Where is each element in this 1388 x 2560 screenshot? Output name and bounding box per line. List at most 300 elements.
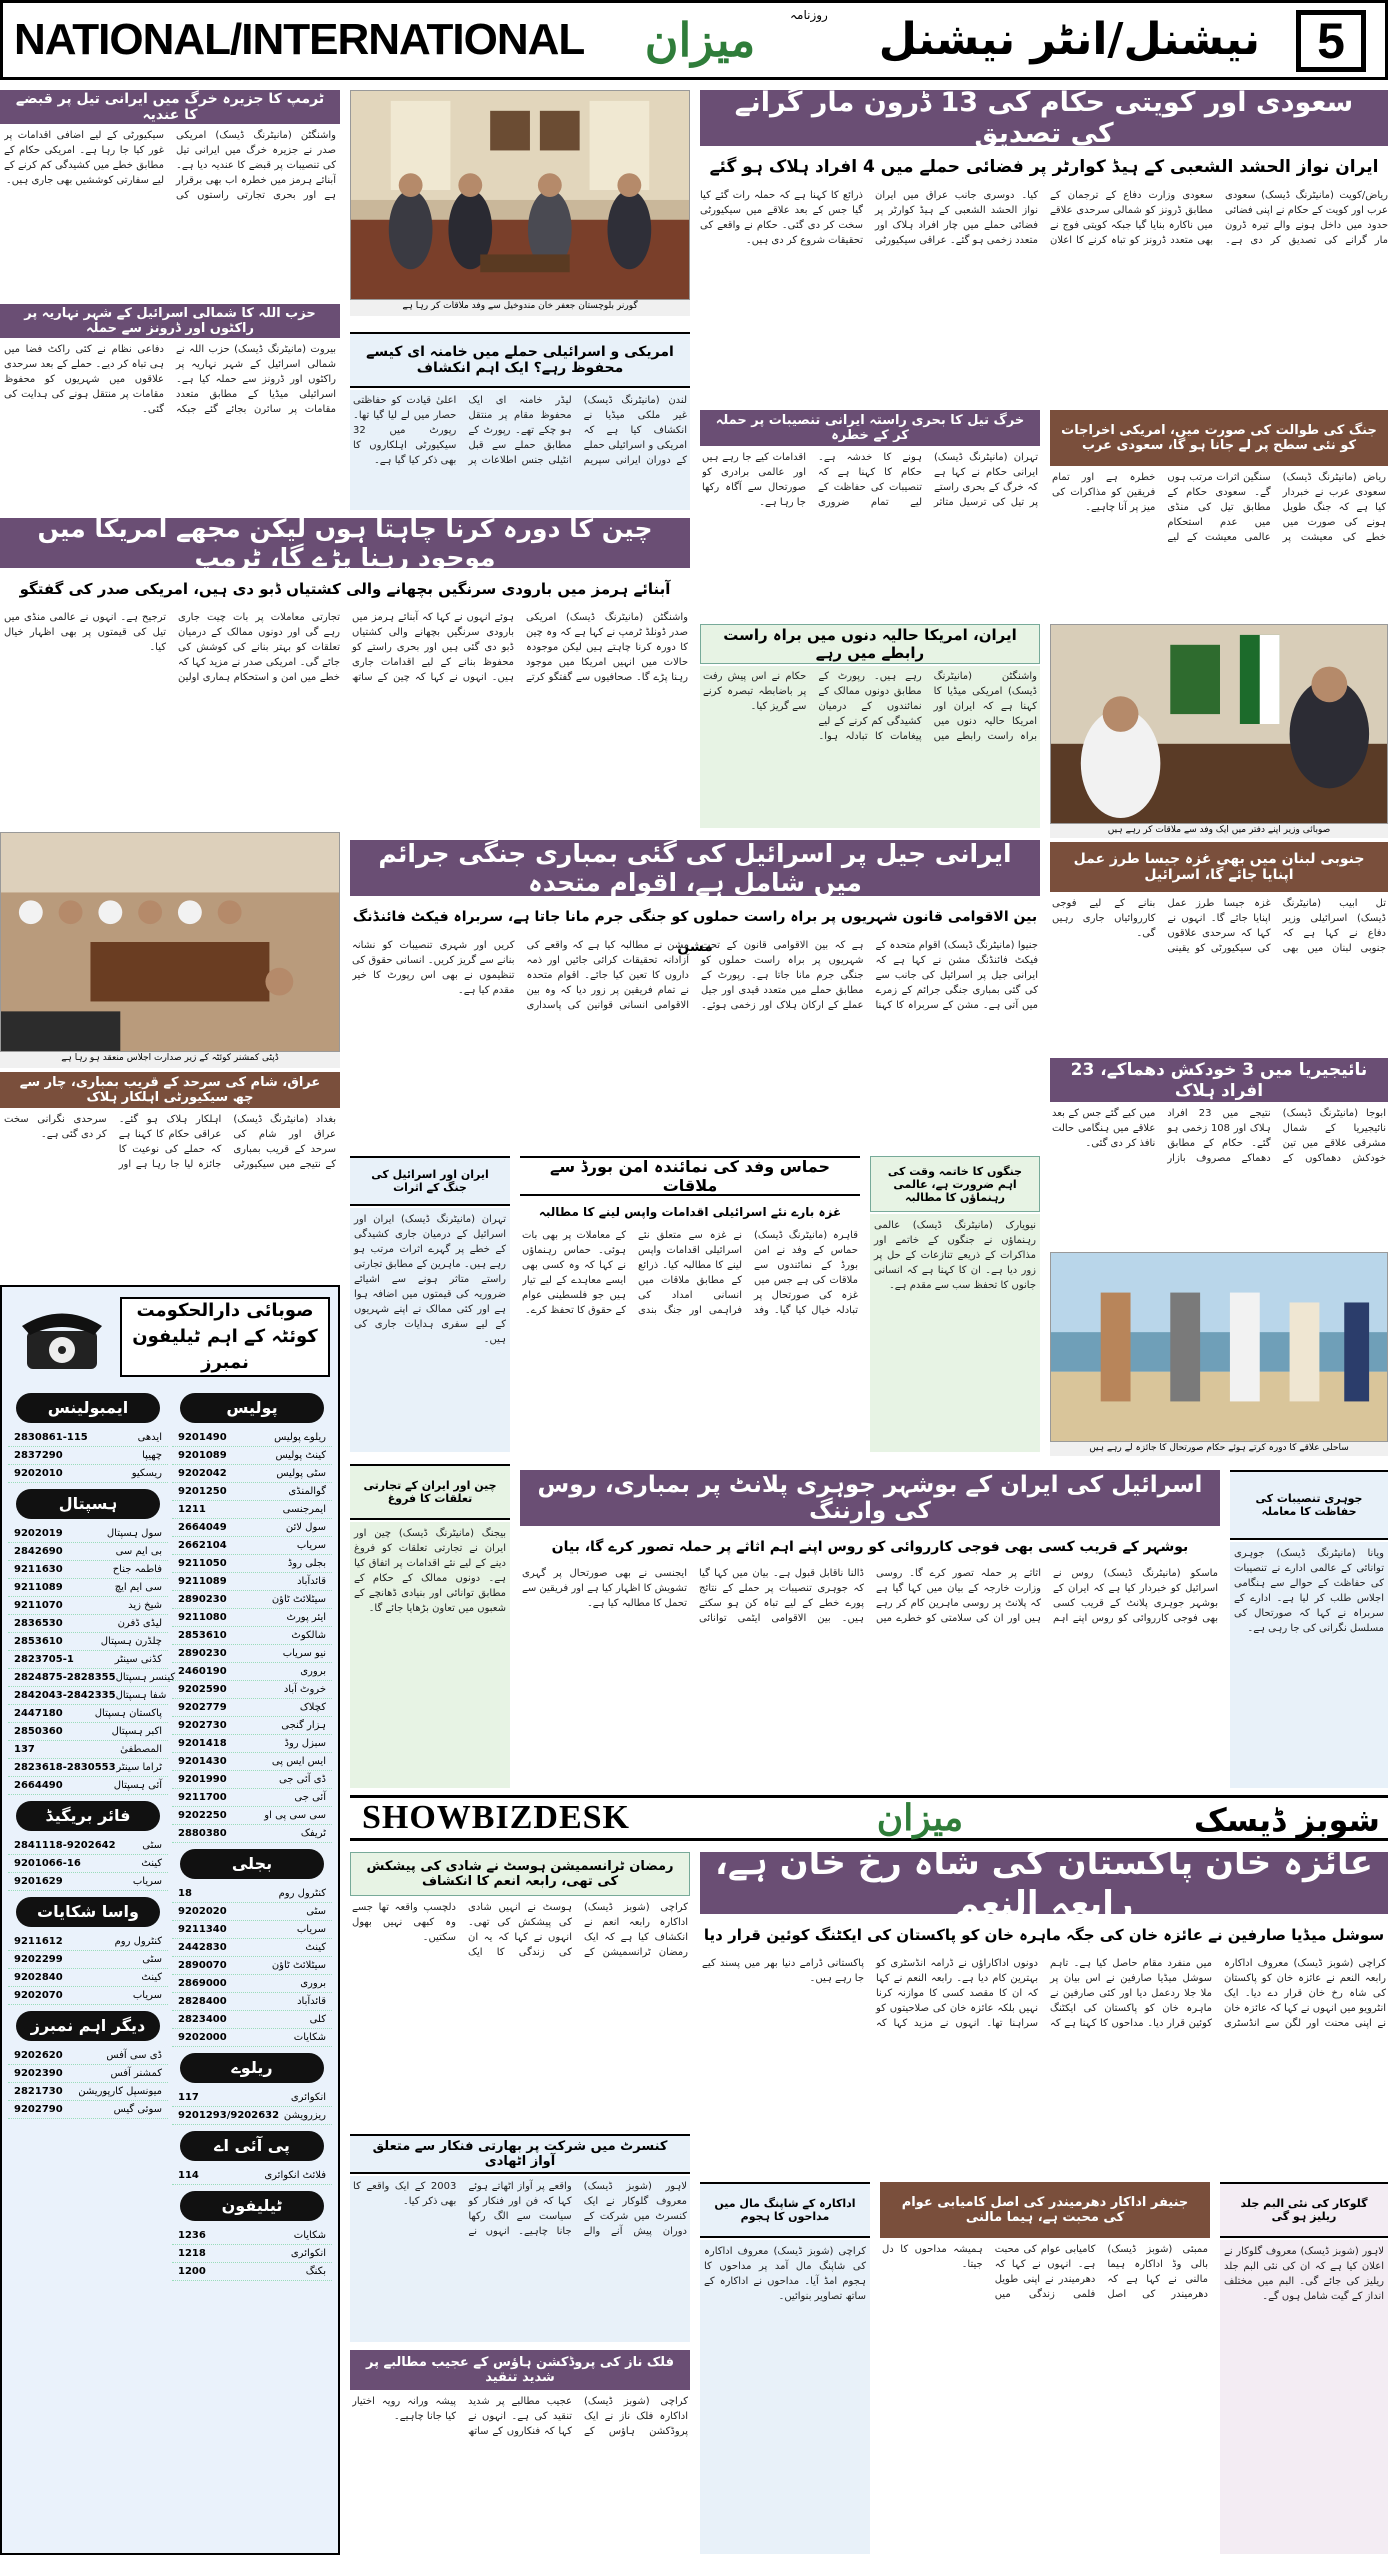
directory-row — [8, 1561, 168, 1579]
caption-governor-meeting: گورنر بلوچستان جعفر خان مندوخیل سے وفد ملاقات کر رہا ہے — [350, 300, 690, 316]
directory-label: سریاب — [296, 1540, 326, 1551]
directory-number: 117 — [178, 2092, 199, 2103]
directory-number: 1236 — [178, 2230, 206, 2241]
photo-coastal-visit — [1050, 1252, 1388, 1442]
directory-row — [172, 1717, 332, 1735]
headline-hezbollah: حزب اللہ کا شمالی اسرائیل کے شہر نہاریہ پر راکٹوں اور ڈرونز سے حملہ — [0, 304, 340, 338]
directory-label: ڈی آئی جی — [278, 1774, 326, 1785]
article-bushehr-russia: ماسکو (مانیٹرنگ ڈیسک) روس نے اسرائیل کو خبردار کیا ہے کہ ایران کے بوشہر جوہری پلانٹ کے قریب کسی بھی فوجی کارروائی کو روس اپنے اہم اثاثے پر حملہ تصور کرے گا۔ روسی وزارت خارجہ کے بیان میں کہا گیا ہے کہ پلانٹ پر روسی ماہرین کام کر رہے ہیں اور ان کی سلامتی کو خطرے میں ڈالنا ناقابل قبول ہے۔ بیان میں کہا گیا کہ جوہری تنصیبات پر حملے کے نتائج پورے خطے کے لیے تباہ کن ہو سکتے ہیں۔ بین الاقوامی ایٹمی توانائی ایجنسی نے بھی صورتحال پر گہری تشویش کا اظہار کیا ہے اور فریقین سے تحمل کا مطالبہ کیا ہے۔ — [522, 1568, 1218, 1624]
directory-number: 9202250 — [178, 1810, 227, 1821]
directory-number: 9202019 — [14, 1528, 63, 1539]
article-nuclear-safety: ویانا (مانیٹرنگ ڈیسک) جوہری توانائی کے عالمی ادارے نے تنصیبات کی حفاظت کے حوالے سے ہنگامی اجلاس طلب کر لیا ہے۔ ادارے کے سربراہ نے کہا کہ صورتحال کی مسلسل نگرانی کی جا رہی ہے۔ — [1230, 1542, 1388, 1788]
article-iran-jail-un: جنیوا (مانیٹرنگ ڈیسک) اقوام متحدہ کے فیکٹ فائنڈنگ مشن نے کہا ہے کہ ایرانی جیل پر اسرائیل کی جانب سے کی گئی بمباری جنگی جرائم کے زمرے میں آتی ہے۔ مشن کے سربراہ کا کہنا ہے کہ بین الاقوامی قانون کے تحت شہریوں پر براہ راست حملوں کو جنگی جرم مانا جاتا ہے۔ رپورٹ کے مطابق حملے میں متعدد قیدی اور جیل عملے کے ارکان ہلاک اور زخمی ہوئے۔ مشن نے مطالبہ کیا ہے کہ واقعے کی آزادانہ تحقیقات کرائی جائیں اور ذمہ داروں کا تعین کیا جائے۔ اقوام متحدہ نے تمام فریقین پر زور دیا کہ وہ بین الاقوامی انسانی قوانین کی پاسداری کریں اور شہری تنصیبات کو نشانہ بنانے سے گریز کریں۔ انسانی حقوق کی تنظیموں نے بھی اس رپورٹ کا خیر مقدم کیا ہے۔ — [352, 940, 1038, 1011]
directory-label: کینسر ہسپتال — [115, 1672, 176, 1683]
photo-minister-office-image — [1051, 625, 1387, 823]
directory-label: ڈی سی آفس — [106, 2050, 162, 2061]
directory-row — [172, 1501, 332, 1519]
directory-number: 2880380 — [178, 1828, 227, 1839]
directory-row — [172, 1789, 332, 1807]
directory-column-left — [8, 1387, 176, 2119]
directory-column-right — [172, 1387, 332, 2281]
directory-row — [8, 1669, 176, 1687]
showbiz-title-urdu: شوبز ڈیسک — [1193, 1801, 1380, 1839]
directory-label: سیٹلائٹ ٹاؤن — [271, 1594, 326, 1605]
photo-dc-conference-image — [1, 833, 339, 1051]
directory-label: چلڈرن ہسپتال — [100, 1636, 162, 1647]
directory-row — [172, 1447, 332, 1465]
directory-label: آئی ہسپتال — [113, 1780, 162, 1791]
directory-other-header: دیگر اہم نمبرز — [16, 2011, 160, 2041]
directory-number: 9211700 — [178, 1792, 227, 1803]
directory-label: سول لائن — [285, 1522, 326, 1533]
headline-ayeza-khan: عائزہ خان پاکستان کی شاہ رخ خان ہے، رابعہ النعم — [700, 1852, 1388, 1914]
headline-trump-kharg: ٹرمپ کا جزیرہ خرگ میں ایرانی تیل پر قبضے کا عندیہ — [0, 90, 340, 124]
article-south-lebanon: تل ابیب (مانیٹرنگ ڈیسک) اسرائیلی وزیر دفاع نے کہا ہے کہ جنوبی لبنان میں بھی غزہ جیسا طرز عمل اپنایا جائے گا۔ انہوں نے کہا کہ سرحدی علاقوں کی سیکیورٹی کو یقینی بنانے کے لیے فوجی کارروائیاں جاری رہیں گی۔ — [1052, 898, 1386, 954]
directory-row — [172, 1735, 332, 1753]
directory-label: قائدآباد — [297, 1996, 326, 2007]
directory-number: 9201089 — [178, 1450, 227, 1461]
directory-label: سٹی — [142, 1840, 162, 1851]
photo-dc-conference — [0, 832, 340, 1052]
directory-label: سریاب — [296, 1924, 326, 1935]
directory-number: 2890230 — [178, 1594, 227, 1605]
directory-row — [172, 1903, 332, 1921]
directory-number: 2853610 — [178, 1630, 227, 1641]
showbiz-title-english: SHOWBIZDESK — [362, 1799, 630, 1836]
directory-label: ریزرویشن — [283, 2110, 326, 2121]
directory-number: 1200 — [178, 2266, 206, 2277]
directory-label: کمشنر آفس — [110, 2068, 162, 2079]
directory-number: 18 — [178, 1888, 192, 1899]
directory-number: 9202620 — [14, 2050, 63, 2061]
directory-row — [8, 1429, 168, 1447]
directory-label: نیو سریاب — [282, 1648, 326, 1659]
directory-row — [172, 1699, 332, 1717]
directory-number: 9211340 — [178, 1924, 227, 1935]
directory-number: 9202010 — [14, 1468, 63, 1479]
directory-row — [8, 1543, 168, 1561]
directory-label: شالکوٹ — [291, 1630, 326, 1641]
directory-number: 1211 — [178, 1504, 206, 1515]
directory-number: 2842043-2842335 — [14, 1690, 116, 1701]
directory-label: میونسپل کارپوریشن — [78, 2086, 162, 2097]
directory-row — [172, 1825, 332, 1843]
directory-label: کچلاک — [299, 1702, 326, 1713]
directory-row — [172, 2263, 332, 2281]
photo-minister-office — [1050, 624, 1388, 824]
directory-number: 9202790 — [14, 2104, 63, 2115]
section-title-urdu: نیشنل/انٹر نیشنل — [878, 14, 1260, 65]
directory-row — [172, 2245, 332, 2263]
directory-number: 2828400 — [178, 1996, 227, 2007]
directory-number: 2824875-2828355 — [14, 1672, 116, 1683]
headline-concert: کنسرٹ میں شرکت پر بھارتی فنکار سے متعلق آواز اٹھادی — [350, 2134, 690, 2174]
directory-row — [172, 1681, 332, 1699]
directory-hospital-header: ہسپتال — [16, 1489, 160, 1519]
directory-electricity-list — [172, 1885, 332, 2047]
headline-hema-malini: جنیفر اداکار دھرمیندر کی اصل کامیابی عوام کی محبت ہے، ہیما مالنی — [880, 2182, 1210, 2238]
directory-number: 2442830 — [178, 1942, 227, 1953]
directory-label: انکوائری — [290, 2092, 326, 2103]
directory-number: 9201418 — [178, 1738, 227, 1749]
article-saudi-drones: ریاض/کویت (مانیٹرنگ ڈیسک) سعودی عرب اور کویت کے حکام نے اپنی فضائی حدود میں داخل ہونے والے تیرہ ڈرون مار گرانے کی تصدیق کر دی ہے۔ سعودی وزارت دفاع کے ترجمان کے مطابق ڈرونز کو شمالی سرحدی علاقے میں ناکارہ بنایا گیا جبکہ کویتی فوج نے بھی متعدد ڈرونز کو تباہ کرنے کا اعلان کیا۔ دوسری جانب عراق میں ایران نواز الحشد الشعبی کے ہیڈ کوارٹر پر فضائی حملے میں چار افراد ہلاک اور متعدد زخمی ہو گئے۔ عراقی سیکیورٹی ذرائع کا کہنا ہے کہ حملہ رات گئے کیا گیا جس کے بعد علاقے میں سیکیورٹی سخت کر دی گئی۔ حکام نے واقعے کی تحقیقات شروع کر دی ہیں۔ — [700, 190, 1388, 246]
directory-row — [172, 1921, 332, 1939]
article-end-wars: نیویارک (مانیٹرنگ ڈیسک) عالمی رہنماؤں نے جنگوں کے خاتمے اور مذاکرات کے ذریعے تنازعات کے حل پر زور دیا ہے۔ ان کا کہنا ہے کہ انسانی جانوں کا تحفظ سب سے مقدم ہے۔ — [870, 1214, 1040, 1452]
directory-row — [172, 1771, 332, 1789]
headline-mall-crowd: اداکارہ کے شاپنگ مال میں مداحوں کا ہجوم — [700, 2182, 870, 2238]
directory-row — [172, 2089, 332, 2107]
photo-governor-meeting-image — [351, 91, 689, 299]
directory-row — [8, 1759, 168, 1777]
directory-number: 9201250 — [178, 1486, 227, 1497]
directory-number: 114 — [178, 2170, 199, 2181]
directory-row — [172, 2167, 332, 2185]
telephone-icon — [12, 1301, 112, 1371]
directory-label: لیڈی ڈفرن — [117, 1618, 162, 1629]
directory-electricity-header: بجلی — [180, 1849, 324, 1879]
article-ayeza-khan: کراچی (شوبز ڈیسک) معروف اداکارہ رابعہ النعم نے عائزہ خان کو پاکستان کی شاہ رخ خان قرار دے دیا۔ ایک انٹرویو میں انہوں نے کہا کہ عائزہ خان نے اپنی محنت اور لگن سے انڈسٹری میں منفرد مقام حاصل کیا ہے۔ تاہم سوشل میڈیا صارفین نے اس بیان پر ملا جلا ردعمل دیا اور کئی صارفین نے ماہرہ خان کو پاکستان کی ایکٹنگ کوئین قرار دیا۔ مداحوں کا کہنا ہے کہ دونوں اداکاراؤں نے ڈرامہ انڈسٹری کو بہترین کام دیا ہے۔ رابعہ النعم نے کہا کہ ان کا مقصد کسی کا موازنہ کرنا نہیں بلکہ عائزہ خان کی صلاحیتوں کو سراہنا تھا۔ انہوں نے مزید کہا کہ پاکستانی ڈرامے دنیا بھر میں پسند کیے جا رہے ہیں۔ — [702, 1958, 1386, 2029]
directory-number: 9211080 — [178, 1612, 227, 1623]
directory-wasa-header: واسا شکایات — [16, 1897, 160, 1927]
directory-label: کنٹرول روم — [114, 1936, 162, 1947]
directory-number: 2830861-115 — [14, 1432, 88, 1443]
article-iran-israel-effects: تہران (مانیٹرنگ ڈیسک) ایران اور اسرائیل کے درمیان جاری کشیدگی کے خطے پر گہرے اثرات مرتب ہو رہے ہیں۔ ماہرین کے مطابق تجارتی راستے متاثر ہونے سے اشیائے ضروریہ کی قیمتوں میں اضافہ ہوا ہے اور کئی ممالک نے اپنے شہریوں کے لیے سفری ہدایات جاری کی ہیں۔ — [350, 1208, 510, 1452]
directory-label: ایئر پورٹ — [286, 1612, 326, 1623]
directory-label: کنٹرول روم — [278, 1888, 326, 1899]
directory-number: 9211089 — [178, 1576, 227, 1587]
directory-row — [172, 2029, 332, 2047]
directory-label: ہزار گنجی — [281, 1720, 326, 1731]
subhead-saudi-drones: ایران نواز الحشد الشعبی کے ہیڈ کوارٹر پر فضائی حملے میں 4 افراد ہلاک ہو گئے — [709, 157, 1379, 177]
directory-other-list — [8, 2047, 168, 2119]
directory-label: فلائٹ انکوائری — [264, 2170, 326, 2181]
headline-nuclear-safety: جوہری تنصیبات کی حفاظت کا معاملہ — [1230, 1470, 1388, 1540]
subhead-bushehr-russia: بوشہر کے قریب کسی بھی فوجی کارروائی کو روس اپنے اہم اثاثے پر حملہ تصور کرے گا، بیان — [551, 1539, 1189, 1555]
article-iraq-syria: بغداد (مانیٹرنگ ڈیسک) عراق اور شام کی سرحد کے قریب بمباری کے نتیجے میں سیکیورٹی اہلکار ہلاک ہو گئے۔ عراقی حکام کا کہنا ہے کہ حملے کی نوعیت کا جائزہ لیا جا رہا ہے اور سرحدی نگرانی سخت کر دی گئی ہے۔ — [4, 1114, 336, 1170]
directory-label: المصطفیٰ — [120, 1744, 162, 1755]
directory-number: 9211612 — [14, 1936, 63, 1947]
article-hamas-peace-board: قاہرہ (مانیٹرنگ ڈیسک) حماس کے وفد نے امن بورڈ کے نمائندوں سے ملاقات کی ہے جس میں غزہ کی صورتحال پر تبادلہ خیال کیا گیا۔ وفد نے غزہ سے متعلق نئے اسرائیلی اقدامات واپس لینے کا مطالبہ کیا۔ ذرائع کے مطابق ملاقات میں انسانی امداد کی فراہمی اور جنگ بندی کے معاملات پر بھی بات ہوئی۔ حماس رہنماؤں نے کہا کہ وہ کسی بھی ایسے معاہدے کے لیے تیار ہیں جو فلسطینی عوام کے حقوق کا تحفظ کرے۔ — [522, 1230, 858, 1316]
directory-number: 9211630 — [14, 1564, 63, 1575]
directory-row — [172, 1555, 332, 1573]
headline-kharg-oil: خرگ تیل کا بحری راستہ ایرانی تنصیبات پر حملہ کر کے خطرہ — [700, 410, 1040, 446]
directory-label: فاطمہ جناح — [112, 1564, 162, 1575]
directory-label: کڈنی سینٹر — [114, 1654, 162, 1665]
directory-row — [172, 1573, 332, 1591]
directory-row — [8, 1447, 168, 1465]
directory-number: 2837290 — [14, 1450, 63, 1461]
directory-row — [8, 1633, 168, 1651]
directory-pia-header: پی آئی اے — [180, 2131, 324, 2161]
directory-row — [172, 1609, 332, 1627]
directory-row — [172, 1429, 332, 1447]
directory-number: 2664490 — [14, 1780, 63, 1791]
directory-number: 9201430 — [178, 1756, 227, 1767]
directory-police-header: پولیس — [180, 1393, 324, 1423]
directory-row — [8, 1615, 168, 1633]
directory-row — [8, 1777, 168, 1795]
directory-label: پاکستان ہسپتال — [94, 1708, 162, 1719]
headline-south-lebanon: جنوبی لبنان میں بھی غزہ جیسا طرز عمل اپنایا جائے گا، اسرائیل — [1050, 842, 1388, 892]
directory-railway-list — [172, 2089, 332, 2125]
headline-ramadan-host: رمضان ٹرانسمیشن ہوسٹ نے شادی کی پیشکش کی تھی، رابعہ انعم کا انکشاف — [350, 1852, 690, 1896]
directory-number: 9211070 — [14, 1600, 63, 1611]
headline-iraq-syria: عراق، شام کی سرحد کے قریب بمباری، چار سے چھ سیکیورٹی اہلکار ہلاک — [0, 1072, 340, 1108]
directory-label: ریلوے پولیس — [274, 1432, 326, 1443]
directory-label: سی سی پی او — [264, 1810, 326, 1821]
directory-number: 9202779 — [178, 1702, 227, 1713]
directory-row — [172, 2011, 332, 2029]
article-mall-crowd: کراچی (شوبز ڈیسک) معروف اداکارہ کی شاپنگ مال آمد پر مداحوں کا ہجوم امڈ آیا۔ مداحوں نے اداکارہ کے ساتھ تصاویر بنوائیں۔ — [700, 2240, 870, 2554]
directory-row — [8, 1855, 168, 1873]
directory-number: 9202299 — [14, 1954, 63, 1965]
directory-label: چھیپا — [142, 1450, 162, 1461]
directory-number: 2460190 — [178, 1666, 227, 1677]
directory-row — [8, 1651, 168, 1669]
section-title-english: NATIONAL/INTERNATIONAL — [14, 15, 585, 64]
directory-label: سبزل روڈ — [284, 1738, 326, 1749]
directory-row — [8, 1837, 168, 1855]
logo-text: میزان — [644, 13, 756, 67]
directory-number: 2664049 — [178, 1522, 227, 1533]
directory-number: 9202020 — [178, 1906, 227, 1917]
directory-row — [8, 2083, 168, 2101]
directory-number: 2890070 — [178, 1960, 227, 1971]
directory-label: سوئی گیس — [113, 2104, 162, 2115]
directory-number: 9202070 — [14, 1990, 63, 2001]
directory-label: کینٹ پولیس — [275, 1450, 326, 1461]
directory-police-list — [172, 1429, 332, 1843]
photo-coastal-visit-image — [1051, 1253, 1387, 1441]
directory-label: کلی — [309, 2014, 326, 2025]
directory-label: ایس ایس پی — [271, 1756, 326, 1767]
directory-number: 2836530 — [14, 1618, 63, 1629]
headline-end-wars: جنگوں کا خاتمہ وقت کی اہم ضرورت ہے، عالمی رہنماؤں کا مطالبہ — [870, 1156, 1040, 1212]
directory-row — [8, 1969, 168, 1987]
directory-label: ریسکیو — [131, 1468, 162, 1479]
headline-saudi-drones: سعودی اور کویتی حکام کی 13 ڈرون مار گرانے کی تصدیق — [700, 90, 1388, 146]
directory-label: سٹی — [306, 1906, 326, 1917]
directory-row — [8, 1951, 168, 1969]
directory-number: 9201990 — [178, 1774, 227, 1785]
directory-row — [8, 1597, 168, 1615]
headline-us-israel-khamenei: امریکی و اسرائیلی حملے میں خامنہ ای کیسے محفوظ رہے؟ ایک اہم انکشاف — [350, 332, 690, 388]
directory-pia-list — [172, 2167, 332, 2185]
directory-telephone-list — [172, 2227, 332, 2281]
directory-number: 2662104 — [178, 1540, 227, 1551]
directory-row — [172, 1957, 332, 1975]
directory-row — [172, 1591, 332, 1609]
directory-number: 2842690 — [14, 1546, 63, 1557]
directory-row — [172, 1483, 332, 1501]
directory-label: سٹی پولیس — [276, 1468, 326, 1479]
caption-coastal-visit: ساحلی علاقے کا دورہ کرتے ہوئے حکام صورتحال کا جائزہ لے رہے ہیں — [1050, 1442, 1388, 1456]
article-war-cost: ریاض (مانیٹرنگ ڈیسک) سعودی عرب نے خبردار کیا ہے کہ جنگ طویل ہونے کی صورت میں خطے کی معیشت پر سنگین اثرات مرتب ہوں گے۔ سعودی حکام کے مطابق تیل کی منڈی میں عدم استحکام عالمی معیشت کے لیے خطرہ ہے اور تمام فریقین کو مذاکرات کی میز پر آنا چاہیے۔ — [1052, 472, 1386, 543]
directory-label: ایدھی — [137, 1432, 162, 1443]
article-hema-malini: ممبئی (شوبز ڈیسک) بالی وڈ اداکارہ ہیما مالنی نے کہا ہے کہ دھرمیندر کی اصل کامیابی عوام کی محبت ہے۔ انہوں نے کہا کہ دھرمیندر نے اپنی طویل فلمی زندگی میں ہمیشہ مداحوں کا دل جیتا۔ — [882, 2244, 1208, 2300]
directory-fire-list — [8, 1837, 168, 1891]
article-singer-album: لاہور (شوبز ڈیسک) معروف گلوکار نے اعلان کیا ہے کہ ان کی نئی البم جلد ریلیز کی جائے گی۔ البم میں مختلف انداز کے گیت شامل ہوں گے۔ — [1220, 2240, 1388, 2554]
directory-row — [172, 1465, 332, 1483]
directory-label: قائدآباد — [297, 1576, 326, 1587]
directory-row — [172, 1975, 332, 1993]
directory-telephone-header: ٹیلیفون — [180, 2191, 324, 2221]
directory-railway-header: ریلوے — [180, 2053, 324, 2083]
directory-row — [172, 1939, 332, 1957]
article-nigeria-blasts: ابوجا (مانیٹرنگ ڈیسک) نائیجیریا کے شمال مشرقی علاقے میں تین خودکش دھماکوں کے نتیجے میں 23 افراد ہلاک اور 108 زخمی ہو گئے۔ حکام کے مطابق دھماکے مصروف بازار میں کیے گئے جس کے بعد علاقے میں ہنگامی حالت نافذ کر دی گئی۔ — [1052, 1108, 1386, 1164]
caption-minister-office: صوبائی وزیر اپنے دفتر میں ایک وفد سے ملاقات کر رہے ہیں — [1050, 824, 1388, 838]
headline-singer-album: گلوکار کی نئی البم جلد ریلیز ہو گی — [1220, 2182, 1388, 2238]
headline-production-house: فلک ناز کی پروڈکشن ہاؤس کے عجیب مطالبے پر شدید تنقید — [350, 2350, 690, 2390]
directory-row — [8, 1873, 168, 1891]
telephone-directory — [0, 1285, 340, 2555]
directory-label: بی ایم سی — [115, 1546, 162, 1557]
directory-label: بکنگ — [305, 2266, 326, 2277]
directory-number: 9211089 — [14, 1582, 63, 1593]
headline-war-cost: جنگ کی طوالت کی صورت میں، امریکی اخراجات کو نئی سطح پر لے جانا ہو گا، سعودی عرب — [1050, 410, 1388, 466]
article-iran-us-contact: واشنگٹن (مانیٹرنگ ڈیسک) امریکی میڈیا کا کہنا ہے کہ ایران اور امریکا حالیہ دنوں میں براہ راست رابطے میں رہے ہیں۔ رپورٹ کے مطابق دونوں ممالک کے نمائندوں کے درمیان کشیدگی کم کرنے کے لیے پیغامات کا تبادلہ ہوا۔ حکام نے اس پیش رفت پر باضابطہ تبصرہ کرنے سے گریز کیا۔ — [700, 666, 1040, 828]
directory-number: 137 — [14, 1744, 35, 1755]
photo-governor-meeting — [350, 90, 690, 300]
directory-label: بجلی روڈ — [287, 1558, 326, 1569]
directory-row — [8, 1933, 168, 1951]
page-number: 5 — [1296, 10, 1366, 72]
directory-label: اکبر ہسپتال — [111, 1726, 162, 1737]
directory-number: 1218 — [178, 2248, 206, 2259]
directory-row — [172, 1663, 332, 1681]
directory-row — [8, 2065, 168, 2083]
directory-row — [8, 1687, 168, 1705]
directory-row — [8, 1579, 168, 1597]
directory-label: سول ہسپتال — [106, 1528, 162, 1539]
article-us-israel-khamenei: لندن (مانیٹرنگ ڈیسک) غیر ملکی میڈیا نے انکشاف کیا ہے کہ امریکی و اسرائیلی حملے کے دوران ایرانی سپریم لیڈر خامنہ ای ایک محفوظ مقام پر منتقل ہو چکے تھے۔ رپورٹ کے مطابق حملے سے قبل انٹیلی جنس اطلاعات پر اعلیٰ قیادت کو حفاظتی حصار میں لے لیا گیا تھا۔ رپورٹ میں 32 سیکیورٹی اہلکاروں کا بھی ذکر کیا گیا ہے۔ — [350, 390, 690, 510]
directory-label: سیٹلائٹ ٹاؤن — [271, 1960, 326, 1971]
article-ramadan-host: کراچی (شوبز ڈیسک) اداکارہ رابعہ انعم نے انکشاف کیا ہے کہ ایک رمضان ٹرانسمیشن کے ہوسٹ نے انہیں شادی کی پیشکش کی تھی۔ انہوں نے کہا کہ یہ ان کی زندگی کا ایک دلچسپ واقعہ تھا جسے وہ کبھی نہیں بھول سکتیں۔ — [352, 1902, 688, 1958]
headline-china-iran-trade: چین اور ایران کے تجارتی تعلقات کا فروغ — [350, 1464, 510, 1520]
directory-number: 9202042 — [178, 1468, 227, 1479]
subhead-iran-jail-un: بین الاقوامی قانون شہریوں پر براہ راست حملوں کو جنگی جرم مانا جاتا ہے، سربراہ فیکٹ فائنڈنگ مشن — [352, 909, 1038, 955]
headline-nigeria-blasts: نائیجیریا میں 3 خودکش دھماکے، 23 افراد ہلاک — [1050, 1058, 1388, 1102]
directory-label: سٹی — [142, 1954, 162, 1965]
directory-number: 9202000 — [178, 2032, 227, 2043]
directory-number: 9201629 — [14, 1876, 63, 1887]
directory-fire-header: فائر بریگیڈ — [16, 1801, 160, 1831]
directory-row — [172, 1885, 332, 1903]
directory-number: 2821730 — [14, 2086, 63, 2097]
headline-hamas-peace-board: حماس وفد کی نمائندہ امن بورڈ سے ملاقات — [520, 1156, 860, 1196]
directory-row — [172, 1753, 332, 1771]
directory-row — [8, 1723, 168, 1741]
directory-label: سریاب — [132, 1876, 162, 1887]
directory-wasa-list — [8, 1933, 168, 2005]
directory-row — [172, 1993, 332, 2011]
directory-label: بروری — [300, 1978, 326, 1989]
directory-number: 9202730 — [178, 1720, 227, 1731]
directory-row — [172, 2227, 332, 2245]
newspaper-logo — [560, 6, 840, 70]
directory-label: شفا ہسپتال — [115, 1690, 167, 1701]
directory-number: 2823400 — [178, 2014, 227, 2025]
headline-iran-us-contact: ایران، امریکا حالیہ دنوں میں براہ راست رابطے میں رہے — [700, 624, 1040, 664]
headline-bushehr-russia: اسرائیل کی ایران کے بوشہر جوہری پلانٹ پر بمباری، روس کی وارننگ — [520, 1470, 1220, 1526]
directory-row — [8, 1465, 168, 1483]
directory-row — [172, 1537, 332, 1555]
directory-number: 9201293/9202632 — [178, 2110, 280, 2121]
directory-label: انکوائری — [290, 2248, 326, 2259]
directory-row — [172, 1627, 332, 1645]
directory-number: 9202840 — [14, 1972, 63, 1983]
directory-number: 9202590 — [178, 1684, 227, 1695]
directory-number: 9202390 — [14, 2068, 63, 2079]
directory-row — [8, 1705, 168, 1723]
subhead-china-trump: آبنائے ہرمز میں بارودی سرنگیں بچھانے والی کشتیاں ڈبو دی ہیں، امریکی صدر کی گفتگو — [19, 580, 671, 598]
directory-label: کینٹ — [141, 1972, 162, 1983]
logo-small-text: روزنامہ — [790, 8, 828, 22]
directory-label: آئی جی — [294, 1792, 326, 1803]
directory-number: 2850360 — [14, 1726, 63, 1737]
directory-number: 2447180 — [14, 1708, 63, 1719]
headline-iran-jail-un: ایرانی جیل پر اسرائیل کی گئی بمباری جنگی جرائم میں شامل ہے، اقوام متحدہ — [350, 840, 1040, 896]
directory-row — [8, 2047, 168, 2065]
directory-label: سریاب — [132, 1990, 162, 2001]
directory-label: ٹریفک — [300, 1828, 326, 1839]
directory-number: 2823705-1 — [14, 1654, 74, 1665]
directory-row — [172, 1519, 332, 1537]
directory-number: 9211050 — [178, 1558, 227, 1569]
directory-number: 2823618-2830553 — [14, 1762, 116, 1773]
caption-dc-conference: ڈپٹی کمشنر کوئٹہ کے زیر صدارت اجلاس منعقد ہو رہا ہے — [0, 1052, 340, 1068]
directory-row — [172, 1645, 332, 1663]
article-hezbollah: بیروت (مانیٹرنگ ڈیسک) حزب اللہ نے شمالی اسرائیل کے شہر نہاریہ پر راکٹوں اور ڈرونز سے حملہ کیا ہے۔ اسرائیلی میڈیا کے مطابق متعدد مقامات پر سائرن بجائے گئے جبکہ دفاعی نظام نے کئی راکٹ فضا میں ہی تباہ کر دیے۔ حملے کے بعد سرحدی علاقوں میں شہریوں کو محفوظ مقامات پر منتقل ہونے کی ہدایت کی گئی۔ — [4, 344, 336, 415]
article-china-trump: واشنگٹن (مانیٹرنگ ڈیسک) امریکی صدر ڈونلڈ ٹرمپ نے کہا ہے کہ وہ چین کا دورہ کرنا چاہتے ہیں لیکن موجودہ حالات میں انہیں امریکا میں موجود رہنا پڑے گا۔ صحافیوں سے گفتگو کرتے ہوئے انہوں نے کہا کہ آبنائے ہرمز میں بارودی سرنگیں بچھانے والی کشتیاں ڈبو دی گئی ہیں اور بحری راستے کو محفوظ بنانے کے لیے اقدامات جاری ہیں۔ انہوں نے کہا کہ چین کے ساتھ تجارتی معاملات پر بات چیت جاری رہے گی اور دونوں ممالک کے درمیان تعلقات کو بہتر بنانے کی کوشش کی جائے گی۔ امریکی صدر نے مزید کہا کہ خطے میں امن و استحکام ہماری اولین ترجیح ہے۔ انہوں نے عالمی منڈی میں تیل کی قیمتوں پر بھی اظہار خیال کیا۔ — [4, 612, 688, 683]
directory-number: 2853610 — [14, 1636, 63, 1647]
article-production-house: کراچی (شوبز ڈیسک) اداکارہ فلک ناز نے ایک پروڈکشن ہاؤس کے عجیب مطالبے پر شدید تنقید کی ہے۔ انہوں نے کہا کہ فنکاروں کے ساتھ پیشہ ورانہ رویہ اختیار کیا جانا چاہیے۔ — [352, 2396, 688, 2437]
headline-iran-israel-effects: ایران اور اسرائیل کی جنگ کے اثرات — [350, 1156, 510, 1206]
directory-label: سی ایم ایچ — [114, 1582, 162, 1593]
article-concert: لاہور (شوبز ڈیسک) معروف گلوکار نے ایک کنسرٹ میں شرکت کے دوران پیش آنے والے واقعے پر آواز اٹھاتے ہوئے کہا کہ فن اور فنکار کو سیاست سے الگ رکھا جانا چاہیے۔ انہوں نے 2003 کے ایک واقعے کا بھی ذکر کیا۔ — [350, 2176, 690, 2342]
directory-hospital-list — [8, 1525, 176, 1795]
directory-label: گوالمنڈی — [288, 1486, 326, 1497]
directory-number: 2841118-9202642 — [14, 1840, 116, 1851]
showbiz-logo: میزان — [876, 1797, 964, 1839]
directory-label: شکایات — [293, 2032, 326, 2043]
subhead-ayeza-khan: سوشل میڈیا صارفین نے عائزہ خان کی جگہ ماہرہ خان کو پاکستان کی ایکٹنگ کوئین قرار دیا — [703, 1926, 1385, 1944]
directory-label: کینٹ — [305, 1942, 326, 1953]
directory-label: ایمرجنسی — [282, 1504, 326, 1515]
directory-label: ٹراما سینٹر — [116, 1762, 162, 1773]
directory-label: بروری — [300, 1666, 326, 1677]
directory-row — [8, 1525, 168, 1543]
directory-number: 2869000 — [178, 1978, 227, 1989]
directory-ambulance-header: ایمبولینس — [16, 1393, 160, 1423]
subhead-hamas-peace-board: غزہ بارے نئے اسرائیلی اقدامات واپس لینے کا مطالبہ — [538, 1205, 842, 1219]
headline-china-trump: چین کا دورہ کرنا چاہتا ہوں لیکن مجھے امریکا میں موجود رہنا پڑے گا، ٹرمپ — [0, 518, 690, 568]
directory-label: کینٹ — [141, 1858, 162, 1869]
directory-label: شیخ زید — [128, 1600, 162, 1611]
article-trump-kharg: واشنگٹن (مانیٹرنگ ڈیسک) امریکی صدر نے جزیرہ خرگ میں ایرانی تیل کی تنصیبات پر قبضے کا عندیہ دیا ہے۔ آبنائے ہرمز میں خطرہ اب بھی برقرار ہے اور بحری تجارتی راستوں کی سیکیورٹی کے لیے اضافی اقدامات پر غور کیا جا رہا ہے۔ امریکی حکام کے مطابق خطے میں کشیدگی کم کرنے کے لیے سفارتی کوششیں بھی جاری ہیں۔ — [4, 130, 336, 201]
directory-row — [8, 1741, 168, 1759]
directory-number: 2890230 — [178, 1648, 227, 1659]
directory-number: 9201490 — [178, 1432, 227, 1443]
directory-row — [172, 2107, 332, 2125]
article-kharg-oil: تہران (مانیٹرنگ ڈیسک) ایرانی حکام نے کہا ہے کہ خرگ کے بحری راستے پر تیل کی ترسیل متاثر ہونے کا خدشہ ہے۔ حکام کا کہنا ہے کہ تنصیبات کی حفاظت کے لیے تمام ضروری اقدامات کیے جا رہے ہیں اور عالمی برادری کو صورتحال سے آگاہ رکھا جا رہا ہے۔ — [702, 452, 1038, 508]
directory-row — [8, 2101, 168, 2119]
article-china-iran-trade: بیجنگ (مانیٹرنگ ڈیسک) چین اور ایران نے تجارتی تعلقات کو فروغ دینے کے لیے نئے اقدامات پر اتفاق کیا ہے۔ دونوں ممالک کے حکام کے مطابق توانائی اور بنیادی ڈھانچے کے شعبوں میں تعاون بڑھایا جائے گا۔ — [350, 1522, 510, 1788]
directory-row — [172, 1807, 332, 1825]
directory-ambulance-list — [8, 1429, 168, 1483]
directory-label: خروٹ آباد — [283, 1684, 326, 1695]
directory-label: شکایات — [293, 2230, 326, 2241]
